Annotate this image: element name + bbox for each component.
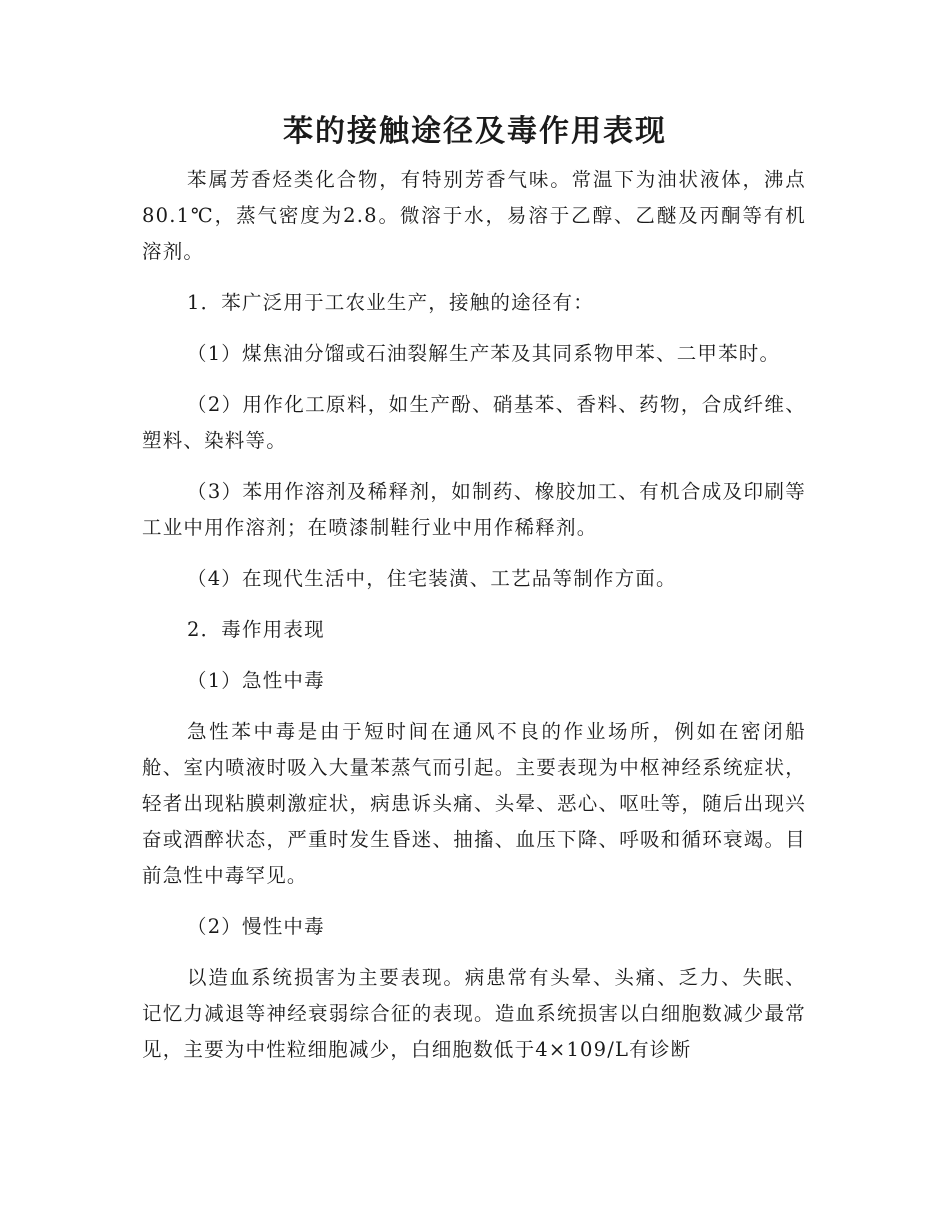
document-title: 苯的接触途径及毒作用表现 (283, 114, 667, 149)
paragraph-chronic-heading: （2）慢性中毒 (187, 915, 325, 938)
paragraph-exposure-3: （3）苯用作溶剂及稀释剂，如制药、橡胶加工、有机合成及印刷等工业中用作溶剂；在喷漆制鞋行业中用作稀释剂。 (142, 480, 806, 539)
paragraph-exposure-1: （1）煤焦油分馏或石油裂解生产苯及其同系物甲苯、二甲苯时。 (187, 342, 781, 365)
paragraph-intro: 苯属芳香烃类化合物，有特别芳香气味。常温下为油状液体，沸点80.1℃，蒸气密度为2.8。微溶于水，易溶于乙醇、乙醚及丙酮等有机溶剂。 (142, 168, 806, 263)
paragraph-acute-heading: （1）急性中毒 (187, 669, 325, 692)
paragraph-section-1-heading: 1．苯广泛用于工农业生产，接触的途径有： (187, 291, 594, 314)
paragraph-exposure-2: （2）用作化工原料，如生产酚、硝基苯、香料、药物，合成纤维、塑料、染料等。 (142, 393, 806, 452)
paragraph-chronic-body: 以造血系统损害为主要表现。病患常有头晕、头痛、乏力、失眠、记忆力减退等神经衰弱综合征的表现。造血系统损害以白细胞数减少最常见，主要为中性粒细胞减少，白细胞数低于4×109/L有诊断 (142, 966, 806, 1061)
paragraph-acute-body: 急性苯中毒是由于短时间在通风不良的作业场所，例如在密闭船舱、室内喷液时吸入大量苯蒸气而引起。主要表现为中枢神经系统症状，轻者出现粘膜刺激症状，病患诉头痛、头晕、恶心、呕吐等，随后出现兴奋或酒醉状态，严重时发生昏迷、抽搐、血压下降、呼吸和循环衰竭。目前急性中毒罕见。 (142, 720, 806, 887)
paragraph-section-2-heading: 2．毒作用表现 (187, 618, 325, 641)
paragraph-exposure-4: （4）在现代生活中，住宅装潢、工艺品等制作方面。 (187, 567, 677, 590)
document-body (142, 162, 806, 1083)
